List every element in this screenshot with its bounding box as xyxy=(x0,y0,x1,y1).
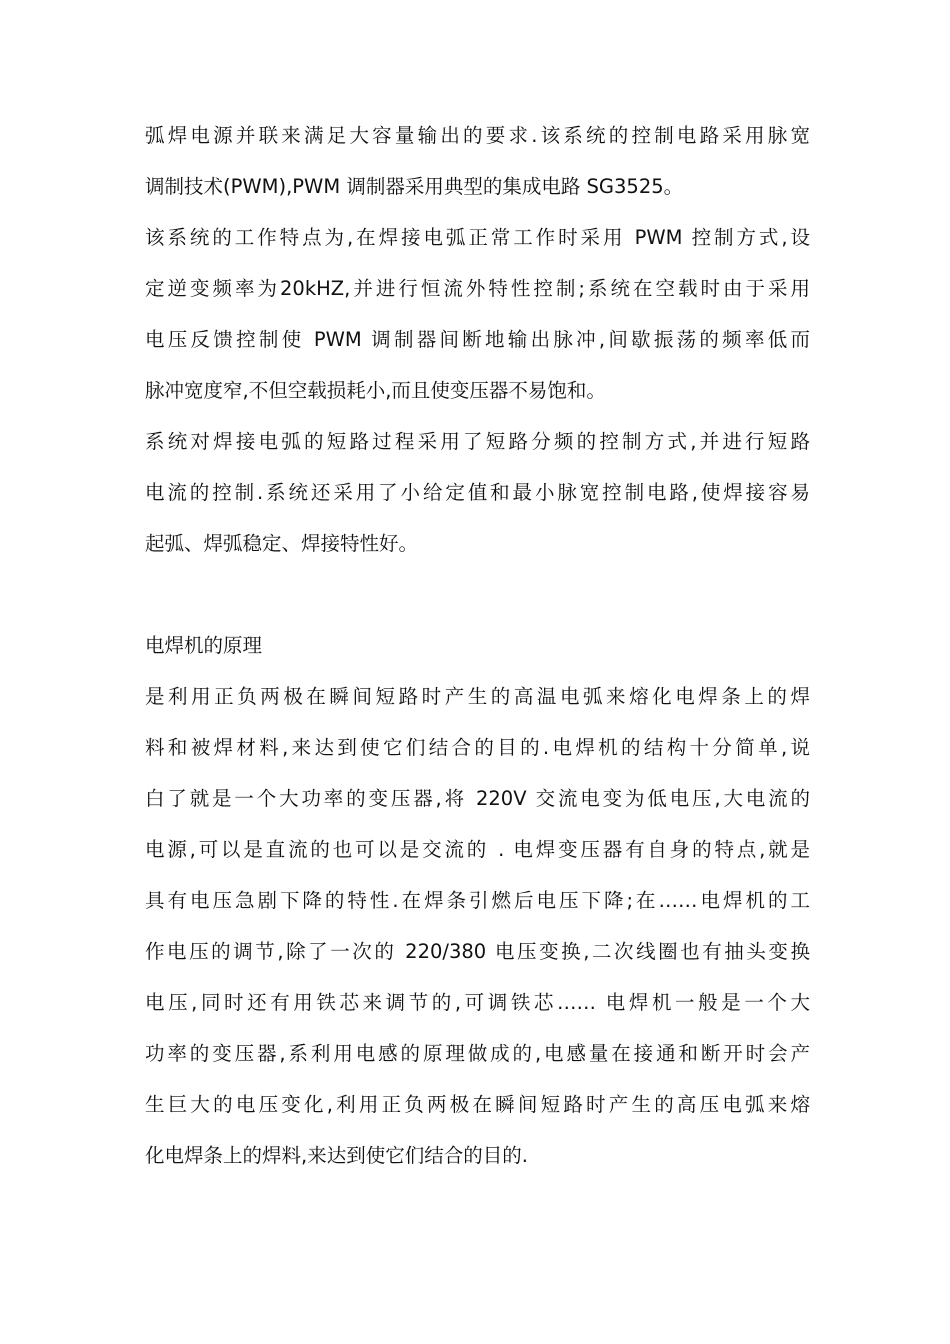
text-line: 生巨大的电压变化,利用正负两极在瞬间短路时产生的高压电弧来熔 xyxy=(145,1093,810,1116)
text-line: 是利用正负两极在瞬间短路时产生的高温电弧来熔化电焊条上的焊 xyxy=(145,685,810,708)
paragraph-short-circuit-control xyxy=(145,416,810,569)
text-line: 作电压的调节,除了一次的 220/380 电压变换,二次线圈也有抽头变换 xyxy=(145,940,810,963)
text-line: 电压,同时还有用铁芯来调节的,可调铁芯…… 电焊机一般是一个大 xyxy=(145,991,810,1014)
paragraph-working-features xyxy=(145,212,810,416)
text-line: 功率的变压器,系利用电感的原理做成的,电感量在接通和断开时会产 xyxy=(145,1042,810,1065)
text-line: 化电焊条上的焊料,来达到使它们结合的目的. xyxy=(145,1144,528,1167)
text-line: 调制技术(PWM),PWM 调制器采用典型的集成电路 SG3525。 xyxy=(145,175,684,198)
text-line: 电源,可以是直流的也可以是交流的 . 电焊变压器有自身的特点,就是 xyxy=(145,838,810,861)
text-line: 白了就是一个大功率的变压器,将 220V 交流电变为低电压,大电流的 xyxy=(145,787,810,810)
text-line: 料和被焊材料,来达到使它们结合的目的.电焊机的结构十分简单,说 xyxy=(145,736,810,759)
text-line: 脉冲宽度窄,不但空载损耗小,而且使变压器不易饱和。 xyxy=(145,379,606,402)
text-line: 弧焊电源并联来满足大容量输出的要求.该系统的控制电路采用脉宽 xyxy=(145,124,810,147)
paragraph-welder-principle xyxy=(145,671,810,1181)
text-line: 电流的控制.系统还采用了小给定值和最小脉宽控制电路,使焊接容易 xyxy=(145,481,810,504)
paragraph-pwm-control xyxy=(145,110,810,212)
text-line: 起弧、焊弧稳定、焊接特性好。 xyxy=(145,532,419,555)
section-heading: 电焊机的原理 xyxy=(145,634,263,657)
text-line: 定逆变频率为20kHZ,并进行恒流外特性控制;系统在空载时由于采用 xyxy=(145,277,810,300)
text-line: 具有电压急剧下降的特性.在焊条引燃后电压下降;在……电焊机的工 xyxy=(145,889,810,912)
document-body xyxy=(145,110,810,1181)
text-line: 系统对焊接电弧的短路过程采用了短路分频的控制方式,并进行短路 xyxy=(145,430,810,453)
text-line: 电压反馈控制使 PWM 调制器间断地输出脉冲,间歇振荡的频率低而 xyxy=(145,328,810,351)
section-spacer xyxy=(145,569,810,620)
text-line: 该系统的工作特点为,在焊接电弧正常工作时采用 PWM 控制方式,设 xyxy=(145,226,810,249)
